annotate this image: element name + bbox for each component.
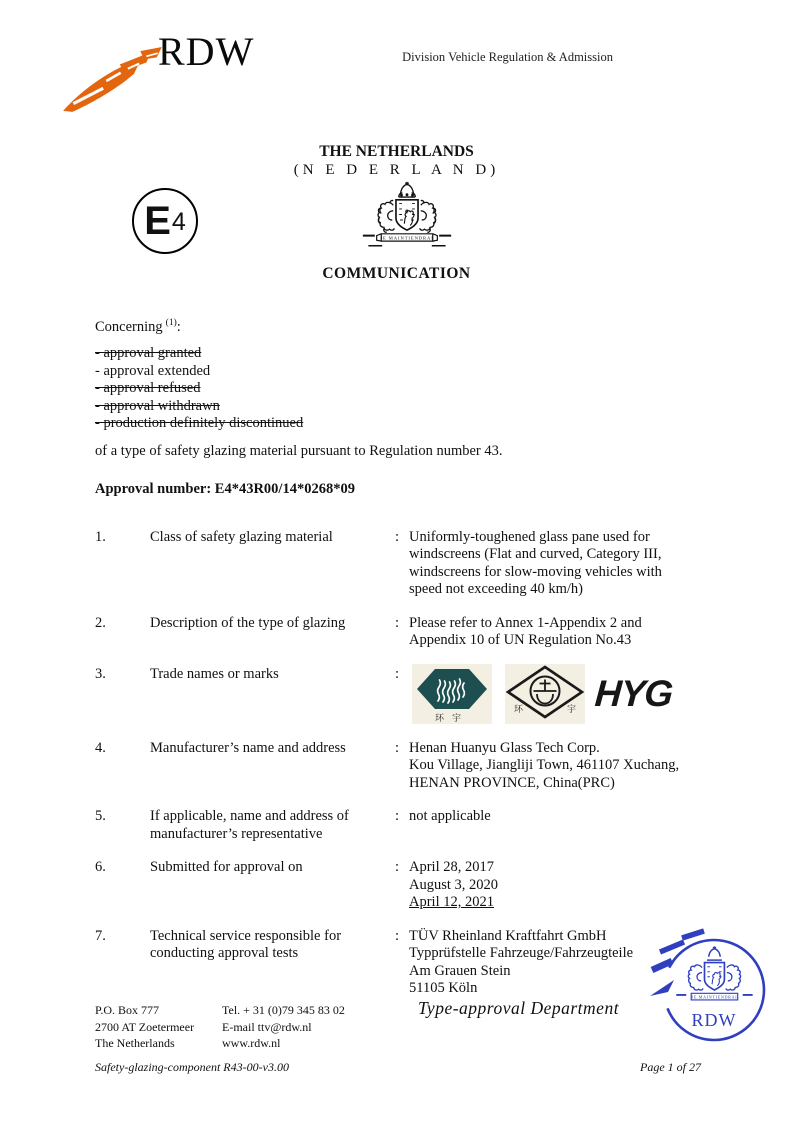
e4-circle-mark <box>132 188 198 254</box>
item-value-line: Henan Huanyu Glass Tech Corp. <box>409 739 600 756</box>
item-value-line: TÜV Rheinland Kraftfahrt GmbH <box>409 927 607 944</box>
item-number: 7. <box>95 927 106 944</box>
approval-number: E4*43R00/14*0268*09 <box>214 481 355 498</box>
footnote-ref: (1) <box>165 318 177 328</box>
item-row <box>95 808 707 843</box>
stamp-text: RDW <box>691 1010 737 1030</box>
concerning-options <box>95 345 707 433</box>
item-value-line: August 3, 2020 <box>409 876 499 893</box>
item-row <box>95 666 707 724</box>
numbered-items <box>95 529 707 998</box>
stamp-motto: JE MAINTIENDRAI <box>691 994 738 1000</box>
arms-motto: JE MAINTIENDRAI <box>380 235 434 241</box>
trade-marks-logos <box>409 664 707 724</box>
footer-address <box>95 1002 222 1052</box>
item-label-line: Class of safety glazing material <box>150 528 333 545</box>
concerning-text: Concerning <box>95 318 163 335</box>
item-label-line: Technical service responsible for <box>150 927 342 944</box>
item-label <box>150 928 395 963</box>
diamond-logo-char-left: 环 <box>514 703 524 714</box>
item-value-line: HENAN PROVINCE, China(PRC) <box>409 774 615 791</box>
huanyu-diamond-logo-icon <box>504 664 586 724</box>
item-label-line: manufacturer’s representative <box>150 825 323 842</box>
item-label <box>150 666 395 684</box>
item-colon: : <box>395 665 400 682</box>
item-value-line: Appendix 10 of UN Regulation No.43 <box>409 632 632 649</box>
hexagon-logo-characters: 环宇 <box>434 712 470 723</box>
concerning-label <box>95 315 707 336</box>
concerning-option: - approval withdrawn <box>95 397 220 414</box>
item-value-line: Am Grauen Stein <box>409 962 511 979</box>
item-value-line: not applicable <box>409 808 491 825</box>
item-value-line: April 12, 2021 <box>409 894 494 911</box>
document-reference: Safety-glazing-component R43-00-v3.00 <box>95 1060 289 1074</box>
item-value <box>409 615 707 650</box>
e-mark-letter: E <box>144 199 171 243</box>
footer-contact-line: Tel. + 31 (0)79 345 83 02 <box>222 1003 345 1017</box>
item-value <box>409 808 707 826</box>
item-number: 4. <box>95 739 106 756</box>
country-heading <box>0 143 793 179</box>
item-value-line: windscreens (Flat and curved, Category III, <box>409 546 662 563</box>
item-value-line: 51105 Köln <box>409 980 478 997</box>
rdw-round-stamp-icon <box>648 928 770 1052</box>
item-number: 6. <box>95 859 106 876</box>
page-footer <box>95 998 707 1052</box>
footer-address-line: 2700 AT Zoetermeer <box>95 1019 195 1034</box>
item-colon: : <box>395 808 400 825</box>
country-name-native: (N E D E R L A N D) <box>293 162 500 178</box>
item-label <box>150 615 395 633</box>
footer-address-line: The Netherlands <box>95 1036 175 1050</box>
subject-line: of a type of safety glazing material pursuant to Regulation number 43. <box>95 442 503 459</box>
item-colon: : <box>395 927 400 944</box>
item-value-line: Please refer to Annex 1-Appendix 2 and <box>409 614 642 631</box>
concerning-colon: : <box>176 318 181 335</box>
e-mark-number: 4 <box>171 207 186 236</box>
item-value-line: April 28, 2017 <box>409 859 494 876</box>
item-value-line: Typprüfstelle Fahrzeuge/Fahrzeugteile <box>409 945 634 962</box>
item-label-line: Description of the type of glazing <box>150 614 346 631</box>
item-label-line: Trade names or marks <box>150 665 279 682</box>
item-label <box>150 529 395 547</box>
item-colon: : <box>395 528 400 545</box>
item-value-line: Kou Village, Jiangliji Town, 461107 Xuchang, <box>409 757 680 774</box>
item-value <box>409 529 707 599</box>
item-label-line: conducting approval tests <box>150 945 299 962</box>
concerning-option: - approval granted <box>95 345 202 362</box>
approval-label: Approval number: <box>95 481 212 498</box>
item-label-line: Submitted for approval on <box>150 859 303 876</box>
page-number: Page 1 of 27 <box>640 1060 701 1074</box>
department-name: Type-approval Department <box>418 998 620 1018</box>
item-label <box>150 740 395 758</box>
approval-number-line <box>95 481 707 499</box>
item-label-line: If applicable, name and address of <box>150 808 349 825</box>
item-row <box>95 928 707 998</box>
item-value-line: windscreens for slow-moving vehicles with <box>409 563 662 580</box>
item-value-line: Uniformly-toughened glass pane used for <box>409 528 650 545</box>
rdw-wing-logo <box>60 46 168 116</box>
concerning-option: - approval extended <box>95 362 211 379</box>
communication-title: COMMUNICATION <box>322 265 471 282</box>
item-colon: : <box>395 859 400 876</box>
item-label-line: Manufacturer’s name and address <box>150 739 346 756</box>
footer-contact-line: www.rdw.nl <box>222 1036 281 1050</box>
item-number: 2. <box>95 614 106 631</box>
footer-contact-line: E-mail ttv@rdw.nl <box>222 1019 312 1034</box>
footer-contact <box>222 1002 418 1052</box>
document-body <box>95 315 707 1014</box>
item-value <box>409 859 707 912</box>
item-value <box>409 740 707 793</box>
item-value-line: speed not exceeding 40 km/h) <box>409 581 583 598</box>
country-name: THE NETHERLANDS <box>319 143 474 160</box>
item-row <box>95 859 707 912</box>
division-title: Division Vehicle Regulation & Admission <box>402 50 613 64</box>
item-value <box>409 666 707 724</box>
item-number: 5. <box>95 808 106 825</box>
item-number: 3. <box>95 665 106 682</box>
item-label <box>150 808 395 843</box>
hyg-wordmark: HYG <box>593 673 674 715</box>
brand-wordmark: RDW <box>158 29 255 74</box>
diamond-logo-char-right: 宇 <box>567 703 577 714</box>
concerning-option: - production definitely discontinued <box>95 415 304 432</box>
item-row <box>95 615 707 650</box>
item-colon: : <box>395 614 400 631</box>
item-colon: : <box>395 739 400 756</box>
huanyu-hexagon-logo-icon <box>409 664 495 724</box>
item-row <box>95 740 707 793</box>
item-number: 1. <box>95 528 106 545</box>
item-row <box>95 529 707 599</box>
netherlands-coat-of-arms-icon <box>350 180 464 260</box>
footer-address-line: P.O. Box 777 <box>95 1003 160 1017</box>
concerning-option: - approval refused <box>95 380 201 397</box>
item-label <box>150 859 395 877</box>
